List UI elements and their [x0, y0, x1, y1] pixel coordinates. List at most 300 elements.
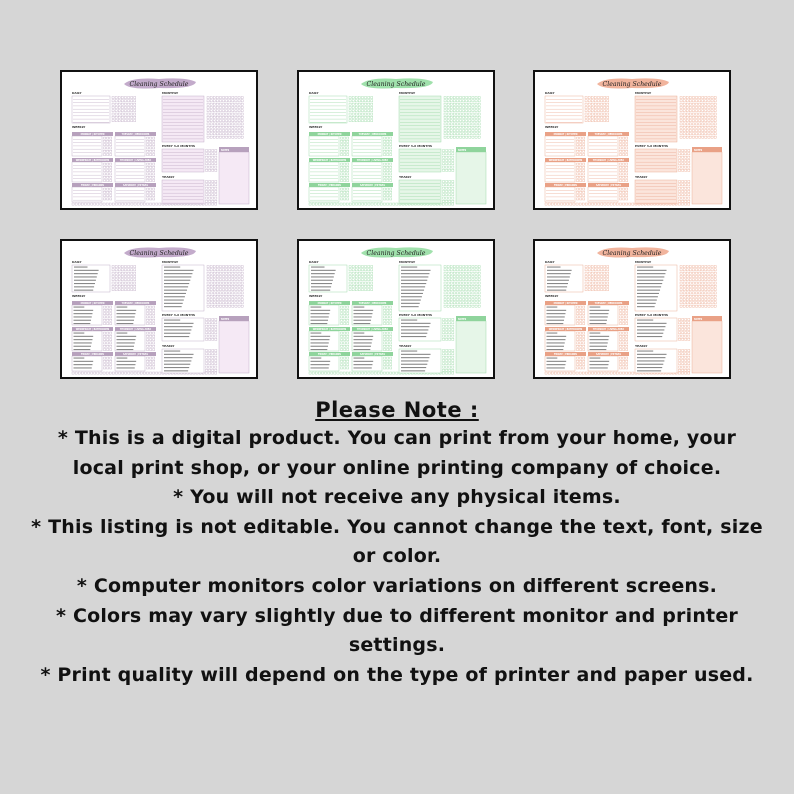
task-text-line [164, 276, 191, 277]
please-note-block [0, 390, 794, 690]
checkbox [696, 289, 698, 291]
checkbox [444, 282, 446, 284]
checkbox [150, 188, 152, 190]
checkbox [124, 285, 126, 287]
checkbox [680, 133, 682, 135]
checkbox [232, 279, 234, 281]
checkbox [219, 269, 221, 271]
checkbox [131, 100, 133, 102]
checkbox [241, 299, 243, 301]
checkbox [460, 113, 462, 115]
checkbox [714, 130, 716, 132]
checkbox [312, 203, 314, 205]
checkbox [121, 113, 123, 115]
checkbox [626, 316, 628, 318]
task-text-line [74, 307, 85, 308]
checkbox [238, 103, 240, 105]
checkbox [692, 292, 694, 294]
checkbox [207, 285, 209, 287]
checkbox [347, 367, 349, 369]
checkbox [449, 197, 451, 199]
checkbox [685, 363, 687, 365]
checkbox [580, 316, 582, 318]
checkbox [355, 113, 357, 115]
checkbox [368, 275, 370, 277]
checkbox [344, 335, 346, 337]
checkbox [131, 275, 133, 277]
checkbox [223, 292, 225, 294]
checkbox [449, 359, 451, 361]
checkbox [387, 357, 389, 359]
checkbox [469, 133, 471, 135]
checkbox [223, 295, 225, 297]
checkbox [212, 319, 214, 321]
checkbox [368, 272, 370, 274]
checkbox [689, 133, 691, 135]
checkbox [216, 130, 218, 132]
checkbox [344, 163, 346, 165]
checkbox [147, 357, 149, 359]
checkbox [361, 272, 363, 274]
checkbox [688, 163, 690, 165]
checkbox [340, 372, 342, 374]
checkbox [347, 339, 349, 341]
yearly-lines [399, 180, 441, 204]
checkbox [104, 306, 106, 308]
checkbox [216, 106, 218, 108]
checkbox [241, 133, 243, 135]
checkbox [583, 176, 585, 178]
checkbox [450, 106, 452, 108]
checkbox [91, 372, 93, 374]
checkbox [215, 350, 217, 352]
checkbox [238, 110, 240, 112]
checkbox [679, 366, 681, 368]
checkbox [347, 140, 349, 142]
checkbox [588, 289, 590, 291]
checkbox [456, 113, 458, 115]
weekday-header-text: THURSDAY | LIVING AREA [592, 328, 625, 331]
checkbox [689, 130, 691, 132]
notes-header-text: NOTES [221, 317, 230, 321]
checkbox [124, 103, 126, 105]
checkbox [368, 372, 370, 374]
checkbox [604, 103, 606, 105]
checkbox [576, 203, 578, 205]
checkbox [387, 345, 389, 347]
checkbox [685, 353, 687, 355]
checkbox [580, 360, 582, 362]
checkbox [97, 372, 99, 374]
checkbox [447, 123, 449, 125]
task-text-line [164, 357, 192, 358]
checkbox [463, 275, 465, 277]
checkbox [580, 147, 582, 149]
task-text-line [354, 361, 374, 362]
checkbox [472, 103, 474, 105]
checkbox [686, 120, 688, 122]
checkbox [104, 335, 106, 337]
checkbox [104, 313, 106, 315]
checkbox [685, 194, 687, 196]
weekday-header-text: SATURDAY | EXTRAS [360, 184, 385, 187]
checkbox [150, 335, 152, 337]
checkbox [463, 305, 465, 307]
checkbox [456, 100, 458, 102]
checkbox [444, 279, 446, 281]
checkbox [475, 269, 477, 271]
checkbox [226, 299, 228, 301]
task-text-line [637, 286, 661, 287]
checkbox [147, 198, 149, 200]
checkbox [213, 299, 215, 301]
checkbox [390, 176, 392, 178]
checkbox [696, 123, 698, 125]
checkbox [134, 106, 136, 108]
checkbox [352, 203, 354, 205]
checkbox [219, 133, 221, 135]
checkbox [358, 97, 360, 99]
checkbox [561, 372, 563, 374]
checkbox [347, 137, 349, 139]
checkbox [714, 282, 716, 284]
checkbox [711, 295, 713, 297]
weekday-block [545, 183, 586, 202]
checkbox [460, 116, 462, 118]
checkbox [607, 269, 609, 271]
checkbox [443, 359, 445, 361]
checkbox [128, 116, 130, 118]
checkbox [344, 150, 346, 152]
weekday-block [72, 301, 113, 325]
checkbox [365, 113, 367, 115]
checkbox [341, 191, 343, 193]
monthly-lines [162, 265, 204, 311]
checkbox [115, 282, 117, 284]
checkbox [604, 372, 606, 374]
checkbox [597, 275, 599, 277]
checkbox [347, 360, 349, 362]
checkbox [232, 97, 234, 99]
checkbox [626, 372, 628, 374]
checkbox [683, 126, 685, 128]
checkbox [699, 126, 701, 128]
checkbox [128, 120, 130, 122]
checkbox [469, 302, 471, 304]
checkbox [626, 188, 628, 190]
checkbox [383, 372, 385, 374]
checkbox [232, 123, 234, 125]
checkbox [238, 292, 240, 294]
checkbox [212, 153, 214, 155]
checkbox [449, 184, 451, 186]
checkbox [580, 140, 582, 142]
checkbox [692, 103, 694, 105]
note-line: * This is a digital product. You can print from your home, your [57, 427, 737, 449]
checkbox [679, 159, 681, 161]
checkbox [344, 195, 346, 197]
checkbox [124, 110, 126, 112]
checkbox [696, 282, 698, 284]
checkbox [689, 100, 691, 102]
yearly-block [162, 180, 217, 204]
checkbox [449, 190, 451, 192]
checkbox [683, 116, 685, 118]
checkbox [153, 309, 155, 311]
notes-header-text: NOTES [694, 148, 703, 152]
checkbox [472, 305, 474, 307]
checkbox [223, 103, 225, 105]
checkbox [384, 170, 386, 172]
checkbox [115, 106, 117, 108]
checkbox [446, 332, 448, 334]
checkbox [110, 173, 112, 175]
checkbox [112, 285, 114, 287]
task-text-line [164, 333, 190, 334]
checkbox [592, 372, 594, 374]
checkbox [128, 275, 130, 277]
checkbox [626, 357, 628, 359]
checkbox [390, 180, 392, 182]
checkbox [708, 282, 710, 284]
checkbox [472, 126, 474, 128]
checkbox [463, 272, 465, 274]
checkbox [446, 159, 448, 161]
checkbox [387, 319, 389, 321]
notes-area [219, 321, 249, 373]
checkbox [341, 323, 343, 325]
checkbox [212, 197, 214, 199]
checkbox [147, 309, 149, 311]
checkbox [604, 272, 606, 274]
checkbox [686, 302, 688, 304]
checkbox [623, 309, 625, 311]
checkbox [463, 100, 465, 102]
checkbox [209, 338, 211, 340]
checkbox [241, 113, 243, 115]
checkbox [223, 282, 225, 284]
checkbox [452, 169, 454, 171]
weekday-header-text: WEDNESDAY | BATHROOMS [548, 328, 583, 331]
checkbox [153, 163, 155, 165]
checkbox [580, 323, 582, 325]
checkbox [226, 285, 228, 287]
checkbox [601, 203, 603, 205]
checkbox [708, 275, 710, 277]
checkbox [689, 126, 691, 128]
checkbox [682, 153, 684, 155]
checkbox [705, 272, 707, 274]
task-text-line [117, 339, 136, 340]
checkbox [110, 335, 112, 337]
checkbox [226, 266, 228, 268]
checkbox [215, 166, 217, 168]
checkbox [601, 282, 603, 284]
checkbox [449, 328, 451, 330]
checkbox [685, 319, 687, 321]
checkbox [478, 97, 480, 99]
checkbox [209, 181, 211, 183]
checkbox [147, 195, 149, 197]
checkbox [463, 302, 465, 304]
checkbox [118, 282, 120, 284]
task-text-line [547, 361, 567, 362]
checkbox [597, 289, 599, 291]
checkbox [210, 113, 212, 115]
checkbox [449, 187, 451, 189]
checkbox [147, 176, 149, 178]
checkbox [623, 332, 625, 334]
checkbox [577, 144, 579, 146]
checkbox [708, 285, 710, 287]
task-text-line [637, 360, 664, 361]
checkbox [210, 126, 212, 128]
task-text-line [74, 336, 94, 337]
checkbox [588, 100, 590, 102]
checkbox [150, 140, 152, 142]
checkbox [384, 313, 386, 315]
checkbox [212, 328, 214, 330]
checkbox [387, 203, 389, 205]
checkbox [207, 299, 209, 301]
checkbox [223, 123, 225, 125]
checkbox [472, 120, 474, 122]
checkbox [444, 106, 446, 108]
task-text-line [401, 326, 429, 327]
checkbox [688, 359, 690, 361]
checkbox [216, 97, 218, 99]
checkbox [213, 123, 215, 125]
checkbox [588, 282, 590, 284]
checkbox [601, 106, 603, 108]
checkbox [104, 195, 106, 197]
checkbox [620, 335, 622, 337]
checkbox [705, 266, 707, 268]
checkbox [153, 372, 155, 374]
checkbox [341, 154, 343, 156]
weekday-lines [545, 187, 575, 202]
checkbox [206, 366, 208, 368]
task-text-line [590, 316, 608, 317]
checkbox [115, 100, 117, 102]
checkbox [620, 140, 622, 142]
checkbox [128, 279, 130, 281]
checkbox [452, 369, 454, 371]
checkbox [344, 342, 346, 344]
checkbox [456, 110, 458, 112]
checkbox [107, 176, 109, 178]
checkbox [469, 100, 471, 102]
checkbox [349, 110, 351, 112]
task-text-line [637, 329, 664, 330]
checkbox [580, 367, 582, 369]
checkbox [229, 272, 231, 274]
checkbox [472, 272, 474, 274]
checkbox [475, 130, 477, 132]
checkbox [355, 279, 357, 281]
checkbox [226, 289, 228, 291]
task-text-line [637, 270, 667, 271]
checkbox [545, 372, 547, 374]
checkbox [466, 133, 468, 135]
checkbox [444, 302, 446, 304]
checkbox [708, 110, 710, 112]
checkbox [594, 266, 596, 268]
checkbox [460, 126, 462, 128]
checkbox [365, 116, 367, 118]
checkbox [604, 269, 606, 271]
checkbox [567, 372, 569, 374]
checkbox [112, 120, 114, 122]
checkbox [341, 332, 343, 334]
checkbox [442, 372, 444, 374]
checkbox [447, 275, 449, 277]
checkbox [147, 144, 149, 146]
checkbox [679, 356, 681, 358]
checkbox [714, 302, 716, 304]
yearly-block [635, 349, 690, 373]
weekday-lines [309, 305, 339, 325]
section-label-weekly: WEEKLY [545, 125, 559, 129]
checkbox [610, 372, 612, 374]
checkbox [347, 154, 349, 156]
checkbox [213, 302, 215, 304]
checkbox [680, 299, 682, 301]
checkbox [219, 130, 221, 132]
checkbox [103, 372, 105, 374]
checkbox [328, 203, 330, 205]
checkbox [444, 272, 446, 274]
checkbox [384, 198, 386, 200]
task-text-line [547, 316, 565, 317]
checkbox [215, 335, 217, 337]
checkbox [150, 332, 152, 334]
checkbox [384, 339, 386, 341]
task-text-line [590, 333, 601, 334]
checkbox [460, 272, 462, 274]
checkbox [104, 339, 106, 341]
checkbox [594, 269, 596, 271]
checkbox [453, 126, 455, 128]
checkbox [466, 275, 468, 277]
checkbox [229, 120, 231, 122]
checkbox [384, 360, 386, 362]
checkbox [209, 190, 211, 192]
task-text-line [547, 358, 558, 359]
checkbox [702, 133, 704, 135]
checkbox [626, 203, 628, 205]
checkbox [452, 353, 454, 355]
checkbox [384, 173, 386, 175]
checkbox [623, 306, 625, 308]
checkbox [711, 302, 713, 304]
checkbox [686, 136, 688, 138]
sheet-drawing [299, 241, 493, 377]
checkbox [387, 198, 389, 200]
checkbox [573, 203, 575, 205]
checkbox [577, 319, 579, 321]
checkbox [588, 110, 590, 112]
checkbox [124, 289, 126, 291]
checkbox [685, 369, 687, 371]
checkbox [147, 154, 149, 156]
checkbox [223, 100, 225, 102]
checkbox [232, 110, 234, 112]
yearly-lines [162, 180, 204, 204]
checkbox [347, 150, 349, 152]
checkbox [131, 289, 133, 291]
task-text-line [117, 333, 128, 334]
